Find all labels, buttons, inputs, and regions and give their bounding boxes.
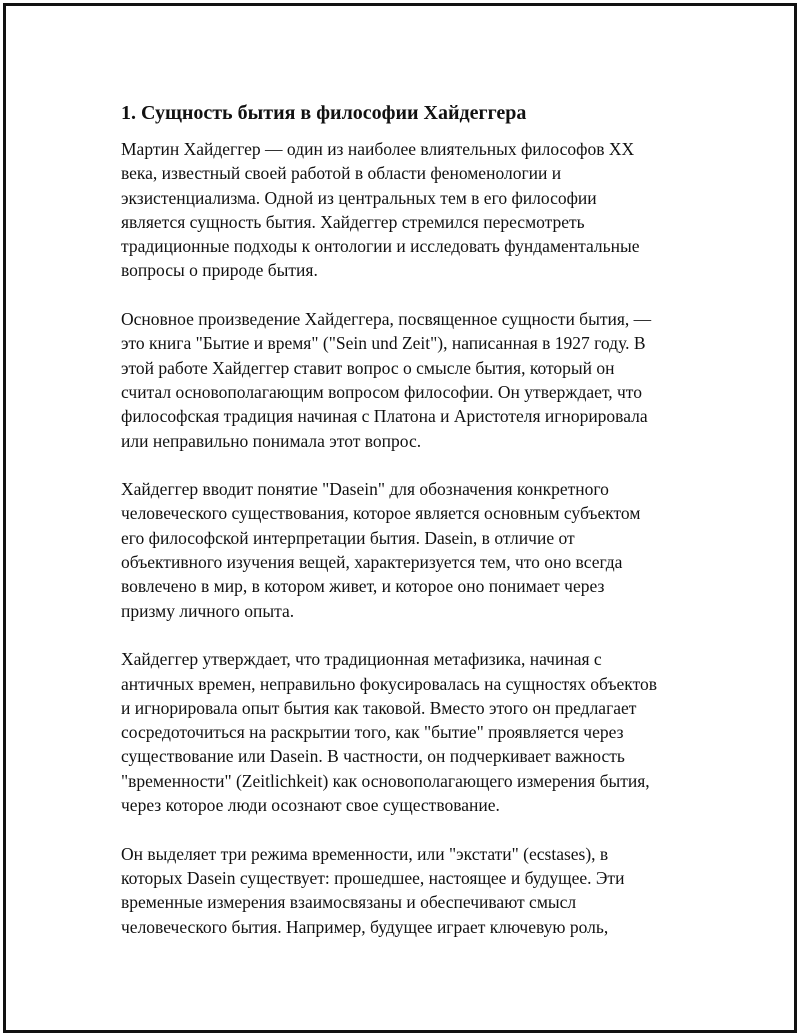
paragraph-line: или неправильно понимала этот вопрос. [121, 430, 422, 451]
paragraph [121, 137, 701, 283]
paragraph-line: философская традиция начиная с Платона и Аристотеля игнорировала [121, 406, 648, 427]
page-border [3, 3, 797, 1033]
paragraph-line: призму личного опыта. [121, 600, 295, 621]
paragraph-line: является сущность бытия. Хайдеггер стремился пересмотреть [121, 211, 585, 232]
paragraph-line: "временности" (Zeitlichkeit) как основополагающего измерения бытия, [121, 770, 650, 791]
paragraph-line: считал основополагающим вопросом философии. Он утверждает, что [121, 381, 642, 402]
paragraph-line: Мартин Хайдеггер — один из наиболее влиятельных философов XX [121, 139, 635, 159]
paragraph-line: которых Dasein существует: прошедшее, настоящее и будущее. Эти [121, 867, 625, 888]
paragraph [121, 307, 701, 453]
paragraph-line: Он выделяет три режима временности, или "экстати" (ecstases), в [121, 843, 609, 864]
paragraph-line: вопросы о природе бытия. [121, 260, 318, 281]
paragraph-list [121, 137, 701, 939]
paragraph-line: Основное произведение Хайдеггера, посвященное сущности бытия, — [121, 309, 652, 330]
paragraph-line: традиционные подходы к онтологии и исследовать фундаментальные [121, 236, 640, 257]
paragraph-line: сосредоточиться на раскрытии того, как "бытие" проявляется через [121, 722, 624, 743]
paragraph-line: вовлечено в мир, в котором живет, и которое оно понимает через [121, 576, 605, 597]
paragraph-line: и игнорировала опыт бытия как таковой. Вместо этого он предлагает [121, 697, 637, 718]
paragraph [121, 842, 701, 939]
paragraph-line: временные измерения взаимосвязаны и обеспечивают смысл [121, 892, 577, 913]
document-body [121, 99, 701, 963]
paragraph-line: человеческого существования, которое является основным субъектом [121, 503, 641, 524]
paragraph-line: Хайдеггер вводит понятие "Dasein" для обозначения конкретного [121, 479, 609, 500]
paragraph-line: античных времен, неправильно фокусировалась на сущностях объектов [121, 673, 657, 694]
paragraph-line: существование или Dasein. В частности, он подчеркивает важность [121, 746, 625, 767]
paragraph-line: века, известный своей работой в области феноменологии и [121, 163, 562, 184]
paragraph-line: экзистенциализма. Одной из центральных тем в его философии [121, 187, 597, 208]
paragraph-line: человеческого бытия. Например, будущее играет ключевую роль, [121, 916, 609, 937]
paragraph-line: объективного изучения вещей, характеризуется тем, что оно всегда [121, 552, 623, 573]
paragraph [121, 647, 701, 817]
paragraph-line: этой работе Хайдеггер ставит вопрос о смысле бытия, который он [121, 357, 615, 378]
paragraph-line: это книга "Бытие и время" ("Sein und Zeit"), написанная в 1927 году. В [121, 333, 646, 354]
paragraph-line: Хайдеггер утверждает, что традиционная метафизика, начиная с [121, 649, 602, 670]
paragraph-line: через которое люди осознают свое существование. [121, 795, 500, 816]
section-heading: 1. Сущность бытия в философии Хайдеггера [121, 102, 527, 124]
paragraph-line: его философской интерпретации бытия. Dasein, в отличие от [121, 527, 575, 548]
paragraph [121, 477, 701, 623]
